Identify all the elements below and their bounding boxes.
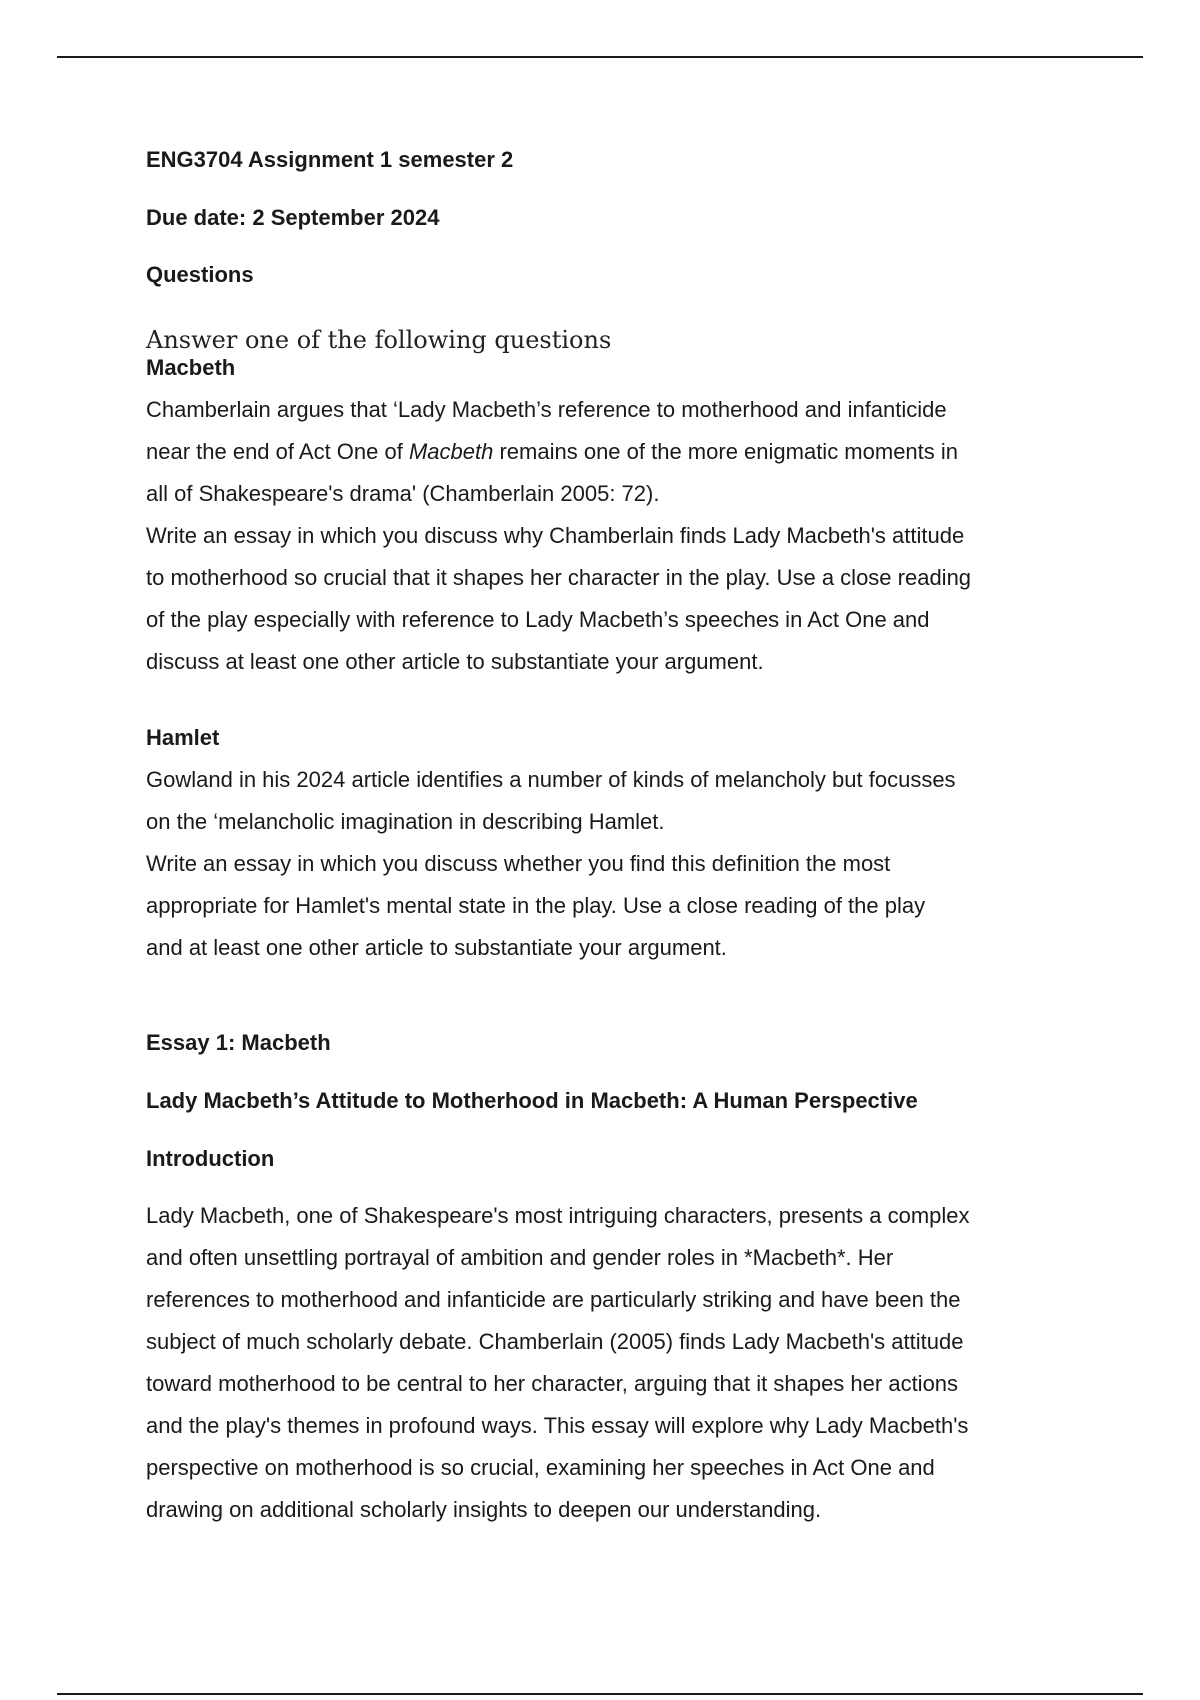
macbeth-line-5: to motherhood so crucial that it shapes her character in the play. Use a close reading (146, 565, 972, 590)
macbeth-line-2-end: remains one of the more enigmatic moments in (493, 439, 959, 464)
intro-line: drawing on additional scholarly insights to deepen our understanding. (146, 1497, 822, 1522)
hamlet-heading: Hamlet (146, 725, 220, 750)
essay-title: Lady Macbeth’s Attitude to Motherhood in Macbeth: A Human Perspective (146, 1088, 918, 1113)
macbeth-question (146, 355, 1086, 683)
intro-line: subject of much scholarly debate. Chamberlain (2005) finds Lady Macbeth's attitude (146, 1329, 964, 1354)
instruction-text: Answer one of the following questions (146, 326, 612, 354)
hamlet-line-3: Write an essay in which you discuss whether you find this definition the most (146, 851, 891, 876)
essay-label: Essay 1: Macbeth (146, 1030, 331, 1055)
macbeth-line-4: Write an essay in which you discuss why Chamberlain finds Lady Macbeth's attitude (146, 523, 965, 548)
questions-heading: Questions (146, 262, 254, 287)
intro-line: perspective on motherhood is so crucial, examining her speeches in Act One and (146, 1455, 935, 1480)
intro-line: references to motherhood and infanticide are particularly striking and have been the (146, 1287, 961, 1312)
macbeth-title-italic: Macbeth (408, 439, 494, 464)
macbeth-line-1: Chamberlain argues that ‘Lady Macbeth’s reference to motherhood and infanticide (146, 397, 947, 422)
macbeth-line-3: all of Shakespeare's drama' (Chamberlain 2005: 72). (146, 481, 660, 506)
top-rule (57, 56, 1143, 58)
intro-line: and the play's themes in profound ways. This essay will explore why Lady Macbeth's (146, 1413, 969, 1438)
macbeth-line-2 (146, 431, 1086, 473)
hamlet-line-4: appropriate for Hamlet's mental state in the play. Use a close reading of the play (146, 893, 926, 918)
bottom-rule (57, 1693, 1143, 1695)
macbeth-line-7: discuss at least one other article to substantiate your argument. (146, 649, 764, 674)
intro-line: and often unsettling portrayal of ambition and gender roles in *Macbeth*. Her (146, 1245, 894, 1270)
intro-line: toward motherhood to be central to her character, arguing that it shapes her actions (146, 1371, 959, 1396)
hamlet-line-5: and at least one other article to substantiate your argument. (146, 935, 727, 960)
due-date: Due date: 2 September 2024 (146, 205, 440, 230)
essay-section (146, 1029, 1086, 1531)
macbeth-line-2-start: near the end of Act One of (146, 439, 409, 464)
macbeth-heading: Macbeth (146, 355, 236, 380)
assignment-title: ENG3704 Assignment 1 semester 2 (146, 147, 514, 172)
introduction-heading: Introduction (146, 1146, 275, 1171)
hamlet-line-2: on the ‘melancholic imagination in describing Hamlet. (146, 809, 665, 834)
document-body (146, 146, 1086, 1531)
macbeth-line-6: of the play especially with reference to Lady Macbeth’s speeches in Act One and (146, 607, 930, 632)
introduction-paragraph (146, 1195, 1086, 1531)
hamlet-line-1: Gowland in his 2024 article identifies a number of kinds of melancholy but focusses (146, 767, 956, 792)
hamlet-question (146, 725, 1086, 969)
intro-line: Lady Macbeth, one of Shakespeare's most intriguing characters, presents a complex (146, 1203, 970, 1228)
